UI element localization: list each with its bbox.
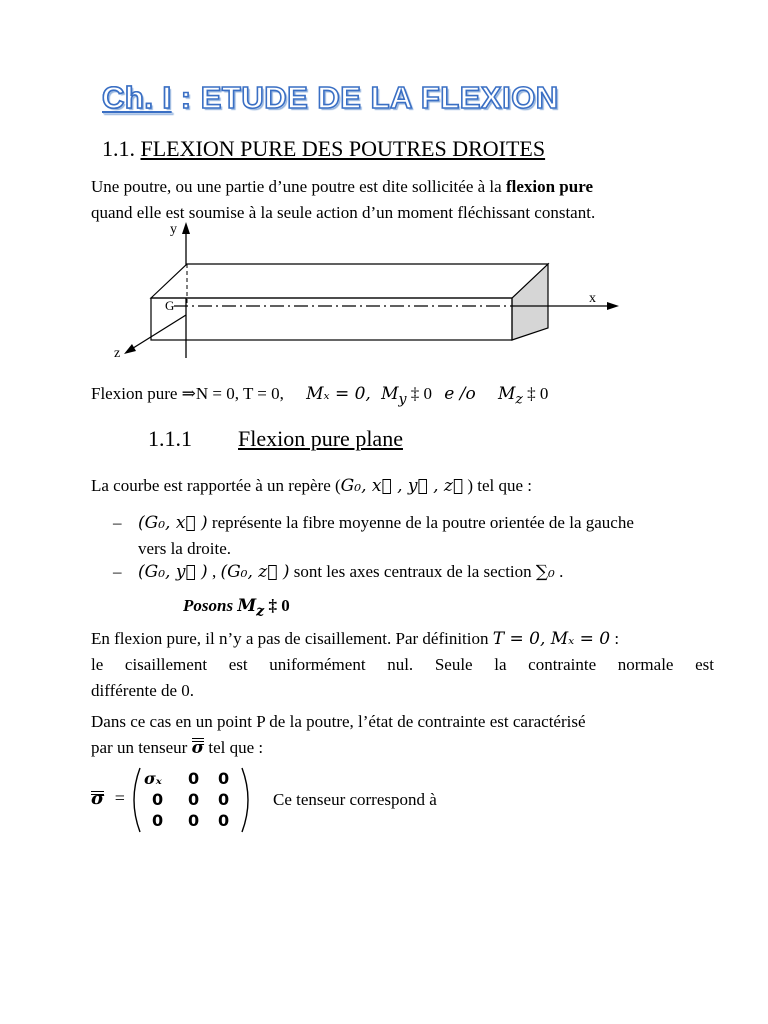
beam-front-face (151, 298, 512, 340)
left-bracket (134, 768, 140, 832)
tensor-symbol (91, 788, 104, 809)
bullet-2-text: sont les axes centraux de la section (289, 562, 536, 581)
posons-mz (237, 596, 265, 620)
bullet-2-math: (G₀, y⃗ ) (138, 562, 208, 582)
condition-neq-1: ‡ 0 (410, 384, 433, 403)
bullet-2-sep: , (207, 562, 221, 581)
matrix-cell: 0 (218, 790, 230, 809)
intro-bold-term: flexion pure (505, 177, 594, 196)
tensor-symbol-inline (192, 735, 205, 761)
matrix-cell: 0 (188, 811, 200, 830)
tensor-matrix (144, 768, 254, 831)
beam-diagram (100, 218, 620, 368)
section-sigma: ∑₀ (535, 562, 555, 582)
tensor-paragraph (91, 709, 721, 761)
section-number: 1.1. (102, 136, 141, 161)
y-axis-arrow (182, 222, 190, 234)
x-axis-label: x (589, 291, 596, 306)
para2-line-1: Dans ce cas en un point P de la poutre, l’état de contrainte est caractérisé (91, 712, 586, 731)
repere-text-a: La courbe est rapportée à un repère ( (91, 476, 341, 495)
conditions-line (91, 381, 731, 412)
bullet-2-end: . (554, 562, 564, 581)
para1-line-2: le cisaillement est uniformément nul. Seule la contrainte normale est (91, 655, 714, 674)
conditions-text: Flexion pure ⇒N = 0, T = 0, (91, 384, 284, 403)
section-title: FLEXION PURE DES POUTRES DROITES (140, 136, 546, 161)
bullet-1-math: (G₀, x⃗ ) (138, 513, 208, 533)
tensor-sigma: σ (91, 788, 105, 809)
matrix-cell: 0 (188, 790, 200, 809)
condition-mx: Mₓ = 0, (306, 384, 371, 404)
matrix-cell: 0 (152, 811, 164, 830)
tensor-equals: = (114, 788, 125, 808)
bullet-2-math-2: (G₀, z⃗ ) (220, 562, 290, 582)
matrix-row (144, 768, 254, 789)
repere-text-b: ) tel que : (463, 476, 532, 495)
para2-text-b: tel que : (204, 738, 264, 757)
bullet-1-text-2: vers la droite. (138, 539, 231, 558)
z-axis-line (130, 315, 186, 350)
para2-text-a: par un tenseur (91, 738, 192, 757)
chapter-title-text: : ETUDE DE LA FLEXION (171, 80, 559, 115)
my-symbol: M (381, 384, 399, 404)
x-axis-arrow (607, 302, 619, 310)
beam-top-face (151, 264, 548, 298)
tensor-lhs (91, 788, 125, 809)
repere-math: G₀, x⃗ , y⃗ , z⃗ (340, 476, 464, 496)
z-axis-label: z (114, 346, 121, 361)
posons-m: M (237, 596, 257, 616)
intro-line-1 (91, 174, 721, 200)
para1-text-b: : (610, 629, 620, 648)
subsection-number: 1.1.1 (148, 426, 192, 451)
bullet-2 (138, 559, 563, 585)
tensor-caption: Ce tenseur correspond à (273, 790, 437, 809)
intro-text: Une poutre, ou une partie d’une poutre est dite sollicitée à la (91, 177, 506, 196)
matrix-row (144, 789, 254, 810)
subsection-title: Flexion pure plane (238, 426, 403, 451)
posons-sub: z (256, 603, 265, 620)
condition-mz (497, 384, 523, 408)
bullet-dash-1: – (113, 513, 122, 532)
posons-neq: ‡ 0 (264, 596, 290, 615)
condition-neq-2: ‡ 0 (527, 384, 549, 403)
para1-line-3: différente de 0. (91, 681, 195, 700)
mz-symbol: M (497, 384, 516, 404)
chapter-title (102, 80, 559, 116)
para1-math: T = 0, Mₓ = 0 (492, 629, 611, 649)
matrix-cell: 0 (218, 811, 230, 830)
y-axis-label: y (170, 222, 177, 237)
matrix-cell: 0 (218, 769, 230, 788)
chapter-number: Ch. I (102, 80, 172, 115)
my-subscript: y (398, 391, 407, 408)
matrix-cell: σₓ (144, 769, 162, 788)
posons-label: Posons (183, 596, 238, 615)
condition-my (381, 384, 407, 408)
bullet-dash-2: – (113, 562, 122, 581)
flexion-paragraph (91, 626, 714, 704)
posons-line (183, 593, 290, 624)
para1-text-a: En flexion pure, il n’y a pas de cisaillement. Par définition (91, 629, 493, 648)
matrix-cell: 0 (152, 790, 164, 809)
matrix-cell: 0 (188, 769, 200, 788)
bullet-1-text: représente la fibre moyenne de la poutre orientée de la gauche (207, 513, 634, 532)
mz-subscript: z (515, 391, 523, 408)
tensor-sigma-inline: σ (191, 738, 205, 758)
intro-line-2: quand elle est soumise à la seule action d’un moment fléchissant constant. (91, 203, 596, 222)
condition-eo: e /o (444, 384, 476, 404)
point-g-label: G (165, 298, 175, 313)
repere-line (91, 473, 532, 499)
section-heading (102, 136, 545, 162)
bullet-1 (138, 510, 728, 562)
matrix-row (144, 810, 254, 831)
z-axis-arrow (124, 344, 136, 354)
